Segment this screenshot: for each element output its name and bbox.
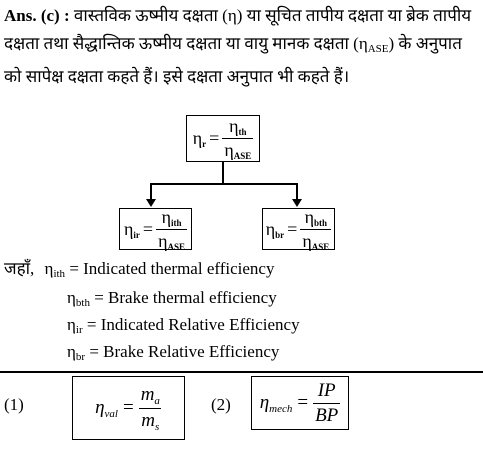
where-line-4: $\eta_{br}$ = Brake Relative Efficiency: [67, 342, 280, 363]
indicated-relative-efficiency-box: $\eta_{ir}$ = $\frac{\eta_{ith}}{\eta_{ASE}}$: [119, 208, 192, 250]
section-divider: [0, 371, 483, 373]
brake-relative-efficiency-box: $\eta_{br}$ = $\frac{\eta_{bth}}{\eta_{ASE}}$: [262, 208, 335, 250]
mechanical-efficiency-formula: $\eta_{mech}$ = $\frac{IP}{BP}$: [251, 376, 349, 430]
answer-label: Ans. (c) :: [4, 6, 70, 25]
fraction: $\frac{\eta_{th}}{\eta_{ASE}}$: [224, 116, 252, 161]
connector-vertical-top: [222, 161, 224, 184]
where-line-1: जहाँ, $\eta_{ith}$ = Indicated thermal efficiency: [4, 259, 275, 280]
equation-2-label: (2): [211, 395, 231, 414]
definition-ir: = Indicated Relative Efficiency: [86, 315, 300, 334]
relative-efficiency-box: $\eta_r$ = $\frac{\eta_{th}}{\eta_{ASE}}$: [186, 115, 260, 162]
ase-subscript: ASE: [367, 43, 389, 55]
answer-paragraph: [4, 2, 480, 91]
connector-right-down: [296, 183, 298, 200]
connector-left-down: [150, 183, 152, 200]
definition-br: = Brake Relative Efficiency: [89, 342, 280, 361]
eta-symbol: η: [192, 128, 203, 148]
connector-horizontal: [150, 183, 297, 185]
where-line-3: $\eta_{ir}$ = Indicated Relative Efficiency: [67, 315, 300, 336]
answer-text: वास्तविक ऊष्मीय दक्षता (η) या सूचित तापीय दक्षता या ब्रेक तापीय दक्षता तथा सैद्धान्तिक ऊष्मीय दक्षता या वायु मानक दक्षता (η: [4, 6, 472, 53]
volumetric-efficiency-formula: $\eta_{val}$ = $\frac{m_a}{m_s}$: [72, 376, 185, 440]
where-prefix: जहाँ,: [4, 259, 35, 278]
equation-1-label: (1): [4, 395, 24, 414]
definition-bth: = Brake thermal efficiency: [94, 288, 277, 307]
definition-ith: = Indicated thermal efficiency: [69, 259, 275, 278]
equals-sign: =: [209, 128, 220, 148]
where-line-2: $\eta_{bth}$ = Brake thermal efficiency: [67, 288, 277, 309]
answer-text-after: ) के अनुपात को सापेक्ष दक्षता कहते हैं। इसे दक्षता अनुपात भी कहते हैं।: [4, 34, 462, 86]
